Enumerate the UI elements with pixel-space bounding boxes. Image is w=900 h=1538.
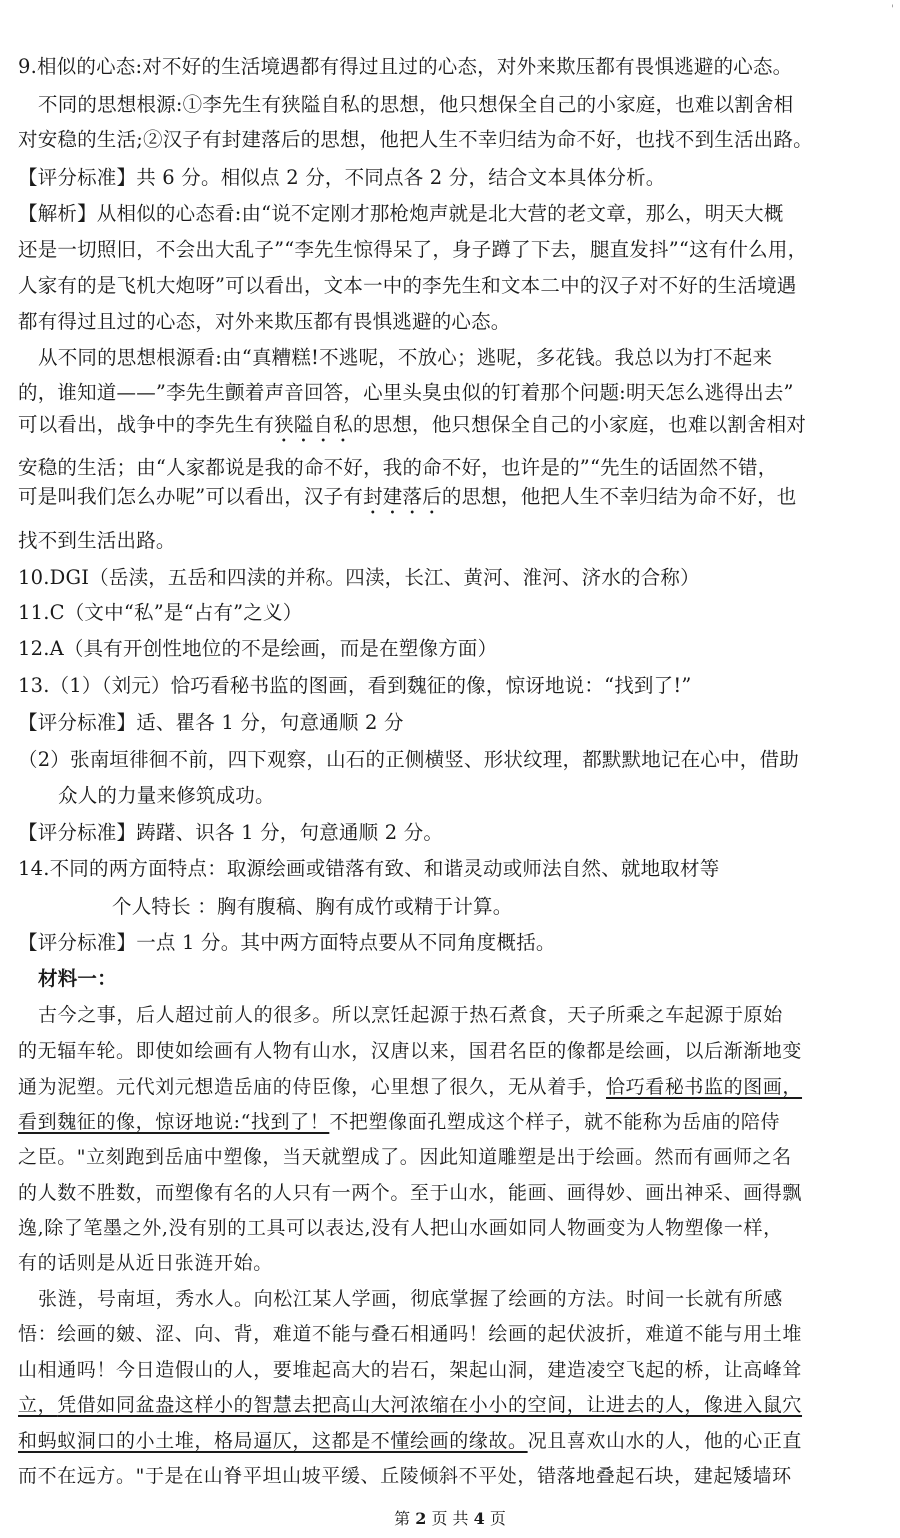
q9-line-2: 不同的思想根源:①李先生有狭隘自私的思想，他只想保全自己的小家庭，也难以割舍相 — [38, 93, 794, 116]
q9-analysis-line-3: 人家有的是飞机大炮呀”可以看出，文本一中的李先生和文本二中的汉子对不好的生活境遇 — [18, 274, 797, 297]
page-footer — [0, 1509, 900, 1529]
text-segment: 况且喜欢山水的人，他的心正直 — [527, 1430, 803, 1452]
q13-part1: 13.（1）（刘元）恰巧看秘书监的图画，看到魏征的像，惊讶地说：“找到了!” — [18, 674, 692, 697]
q14-scoring: 【评分标准】一点 1 分。其中两方面特点要从不同角度概括。 — [18, 931, 556, 954]
q9-scoring: 【评分标准】共 6 分。相似点 2 分，不同点各 2 分，结合文本具体分析。 — [18, 166, 666, 189]
q9-analysis-line-1: 【解析】从相似的心态看:由“说不定刚才那枪炮声就是北大营的老文章，那么，明天大概 — [18, 202, 784, 225]
material-p1-line-2: 的无辐车轮。即使如绘画有人物有山水，汉唐以来，国君名臣的像都是绘画，以后渐渐地变 — [18, 1040, 803, 1062]
q13-part2-line-1: （2）张南垣徘徊不前，四下观察，山石的正侧横竖、形状纹理，都默默地记在心中，借助 — [18, 748, 799, 771]
underlined-text: 凭借如同盆盎这样小的智慧去把高山大河浓缩在小小的空间，让进去的人，像进入鼠穴 — [57, 1394, 803, 1416]
q9-analysis-line-5: 从不同的思想根源看:由“真糟糕!不逃呢，不放心；逃呢，多花钱。我总以为打不起来 — [38, 346, 773, 369]
q14-line-2: 个人特长 ：胸有腹稿、胸有成竹或精于计算。 — [112, 895, 513, 918]
material-p2-line-4 — [18, 1392, 884, 1419]
q9-analysis-line-10: 找不到生活出路。 — [18, 529, 176, 552]
q11-answer: 11.C（文中“私”是“占有”之义） — [18, 601, 303, 624]
text-segment: 的思想，他只想保全自己的小家庭，也难以割舍相对 — [352, 413, 807, 436]
q12-answer: 12.A（具有开创性地位的不是绘画，而是在塑像方面） — [18, 637, 498, 660]
q9-analysis-line-7 — [18, 410, 884, 447]
footer-middle: 页 共 — [431, 1509, 469, 1528]
text-segment: 可是叫我们怎么办呢”可以看出，汉子有 — [18, 485, 364, 508]
q9-line-3: 对安稳的生活;②汉子有封建落后的思想，他把人生不幸归结为命不好，也找不到生活出路。 — [18, 128, 813, 151]
material-p2-line-6: 而不在远方。"于是在山脊平坦山坡平缓、丘陵倾斜不平处，错落地叠起石块，建起矮墙环 — [18, 1465, 792, 1487]
q13-scoring-2: 【评分标准】踌躇、识各 1 分，句意通顺 2 分。 — [18, 821, 444, 844]
q9-analysis-line-6: 的，谁知道——”李先生颤着声音回答，心里头臭虫似的钉着那个问题:明天怎么逃得出去” — [18, 381, 794, 404]
material-p2-line-5 — [18, 1428, 884, 1455]
emphasis-dotted-text: 封建落后 — [363, 485, 442, 508]
q13-scoring-1: 【评分标准】适、瞿各 1 分，句意通顺 2 分 — [18, 711, 404, 734]
material-p1-line-5: 之臣。"立刻跑到岳庙中塑像，当天就塑成了。因此知道雕塑是出于绘画。然而有画师之名 — [18, 1146, 792, 1168]
footer-prefix: 第 — [394, 1509, 411, 1528]
q9-analysis-line-4: 都有得过且过的心态，对外来欺压都有畏惧逃避的心态。 — [18, 310, 511, 333]
underlined-text: 恰巧看秘书监的图画， — [606, 1076, 803, 1098]
material-p1-line-3 — [18, 1074, 884, 1101]
q9-line-1: 9.相似的心态:对不好的生活境遇都有得过且过的心态，对外来欺压都有畏惧逃避的心态。 — [18, 55, 793, 78]
underlined-text: 立， — [18, 1394, 58, 1416]
q9-analysis-line-9 — [18, 482, 884, 519]
underlined-text: 看到魏征的像，惊讶地说:“找到了！ — [18, 1111, 330, 1133]
footer-page-number: 2 — [415, 1509, 427, 1528]
text-segment: 不把塑像面孔塑成这个样子，就不能称为岳庙的陪侍 — [329, 1111, 781, 1133]
material-p1-line-1: 古今之事，后人超过前人的很多。所以烹饪起源于热石煮食，天子所乘之车起源于原始 — [38, 1004, 783, 1026]
text-segment: 通为泥塑。元代刘元想造岳庙的侍臣像，心里想了很久，无从着手， — [18, 1076, 607, 1098]
text-segment: 可以看出，战争中的李先生有 — [18, 413, 275, 436]
q13-part2-line-2: 众人的力量来修筑成功。 — [58, 784, 275, 807]
corner-mark: ' — [891, 4, 894, 15]
q14-line-1: 14.不同的两方面特点：取源绘画或错落有致、和谐灵动或师法自然、就地取材等 — [18, 857, 720, 880]
q10-answer: 10.DGI（岳渎，五岳和四渎的并称。四渎，长江、黄河、淮河、济水的合称） — [18, 566, 700, 589]
footer-total-pages: 4 — [473, 1509, 485, 1528]
q9-analysis-line-8: 安稳的生活；由“人家都说是我的命不好，我的命不好，也许是的”“先生的话固然不错， — [18, 456, 778, 479]
q9-analysis-line-2: 还是一切照旧，不会出大乱子”“李先生惊得呆了，身子蹲了下去，腿直发抖”“这有什么用， — [18, 238, 808, 261]
material-p2-line-3: 山相通吗！今日造假山的人，要堆起高大的岩石，架起山洞，建造凌空飞起的桥，让高峰耸 — [18, 1359, 803, 1381]
material-title: 材料一： — [38, 967, 117, 990]
material-p2-line-2: 悟：绘画的皴、涩、向、背，难道不能与叠石相通吗！绘画的起伏波折，难道不能与用土堆 — [18, 1323, 803, 1345]
material-p1-line-8: 有的话则是从近日张涟开始。 — [18, 1252, 273, 1274]
underlined-text: 和蚂蚁洞口的小土堆，格局逼仄，这都是不懂绘画的缘故。 — [18, 1430, 528, 1452]
footer-suffix: 页 — [489, 1509, 506, 1528]
material-p2-line-1: 张涟，号南垣，秀水人。向松江某人学画，彻底掌握了绘画的方法。时间一长就有所感 — [38, 1288, 783, 1310]
material-p1-line-6: 的人数不胜数，而塑像有名的人只有一两个。至于山水，能画、画得妙、画出神采、画得飘 — [18, 1182, 803, 1204]
text-segment: 的思想，他把人生不幸归结为命不好，也 — [441, 485, 797, 508]
emphasis-dotted-text: 狭隘自私 — [274, 413, 353, 436]
material-p1-line-4 — [18, 1109, 884, 1136]
material-p1-line-7: 逸,除了笔墨之外,没有别的工具可以表达,没有人把山水画如同人物画变为人物塑像一样， — [18, 1217, 783, 1239]
